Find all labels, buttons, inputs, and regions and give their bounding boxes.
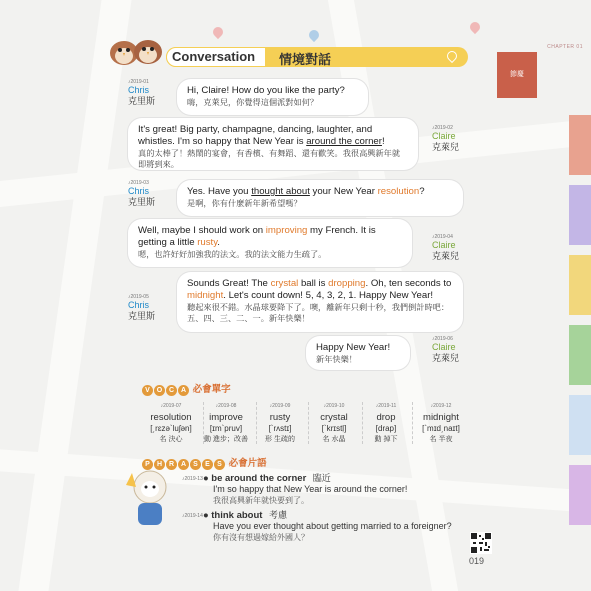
section-title-en: Conversation — [172, 49, 256, 64]
audio-ref[interactable]: ♪2019-09 — [269, 403, 291, 409]
vocab-meaning: 掉下 — [383, 436, 398, 443]
vocab-pos: 動 — [374, 436, 382, 443]
speaker-name-en: Chris — [128, 186, 150, 196]
voca-letter: A — [178, 385, 189, 396]
phrase-meaning: 考慮 — [268, 510, 287, 520]
phrase-item: ● think about 考慮 Have you ever thought about getting married to a foreigner? 你有沒有想過嫁給外國人？ — [203, 510, 452, 542]
phrase-example-en: Have you ever thought about getting married to a foreigner? — [213, 521, 452, 531]
vocab-phonetic: [`mɪd͵naɪt] — [422, 424, 460, 433]
dialogue-vocab: improving — [265, 225, 308, 236]
dialogue-bubble — [128, 118, 418, 170]
dialogue-zh: 嗯，也許好好加強我的法文。我的法文能力生疏了。 — [138, 250, 327, 259]
dialogue-bubble — [177, 79, 368, 115]
dialogue-en-end: . Let's count down! 5, 4, 3, 2, 1. Happy New Year! — [223, 290, 434, 301]
audio-ref[interactable]: ♪2019-05 — [128, 294, 149, 300]
voca-letter: O — [154, 385, 165, 396]
dialogue-en: Well, maybe I should work on — [138, 225, 266, 236]
dialogue-en-mid: . Oh, ten seconds to — [365, 278, 452, 289]
audio-ref[interactable]: ♪2019-12 — [430, 403, 452, 409]
phrases-letter: P — [142, 459, 153, 470]
vocab-meaning: 水晶 — [331, 436, 346, 443]
dialogue-en-end: ! — [381, 136, 385, 147]
audio-ref[interactable]: ♪2019-02 — [432, 125, 453, 131]
map-street — [18, 0, 131, 591]
dialogue-bubble — [306, 336, 410, 370]
chapter-tab[interactable] — [569, 465, 591, 525]
phrases-letter: A — [178, 459, 189, 470]
speaker-chris — [128, 180, 155, 208]
speaker-name-zh: 克里斯 — [128, 96, 156, 106]
dialogue-zh: 聽起來很不錯。水晶球要降下了。噢，離新年只剩十秒，我們倒計時吧：五、四、三、二、一。新年快樂！ — [187, 303, 450, 323]
audio-ref[interactable]: ♪2019-07 — [160, 403, 182, 409]
chapter-tab-active[interactable]: 節慶 — [497, 52, 537, 98]
speaker-name-zh: 克里斯 — [128, 311, 156, 321]
vocab-word: midnight — [423, 412, 459, 423]
speaker-chris — [128, 79, 155, 107]
chapter-tab[interactable] — [569, 395, 591, 455]
voca-letter: C — [166, 385, 177, 396]
speaker-chris — [128, 294, 155, 322]
dialogue-vocab: crystal — [270, 278, 299, 289]
vocab-meaning: 進步；改善 — [212, 436, 248, 443]
phrase-example-zh: 我很高興新年就快要到了。 — [213, 496, 309, 505]
dialogue-en: Hi, Claire! How do you like the party? — [187, 85, 345, 96]
vocab-phonetic: [͵rɛzə`luʃən] — [150, 424, 192, 433]
page-number: 019 — [469, 556, 485, 566]
birds-illustration — [106, 33, 168, 67]
voca-title — [142, 381, 231, 396]
speaker-name-zh: 克萊兒 — [432, 353, 460, 363]
dialogue-en: It's great! Big party, champagne, dancing, laughter, and whistles. I'm so happy that New Year is — [138, 124, 373, 147]
section-title-zh: 情境對話 — [279, 52, 332, 67]
phrase-example-en: I'm so happy that New Year is around the corner! — [213, 484, 408, 494]
dialogue-bubble — [128, 219, 412, 267]
vocab-phonetic: [drap] — [375, 424, 397, 433]
vocab-pos: 名 — [159, 436, 167, 443]
vocab-phonetic: [`krɪstḷ] — [321, 424, 347, 433]
qr-code-icon[interactable] — [470, 532, 492, 554]
chapter-tab[interactable] — [569, 115, 591, 175]
audio-ref[interactable]: ♪2019-11 — [375, 403, 397, 409]
speaker-name-en: Claire — [432, 131, 456, 141]
dialogue-en: Sounds Great! The — [187, 278, 271, 289]
map-pin-icon — [307, 28, 321, 42]
phrases-letter: E — [202, 459, 213, 470]
vocab-meaning: 生疏的 — [273, 436, 295, 443]
vocab-meaning: 決心 — [168, 436, 183, 443]
speaker-name-zh: 克萊兒 — [432, 142, 460, 152]
dialogue-zh: 新年快樂！ — [316, 355, 357, 364]
speaker-name-en: Chris — [128, 85, 150, 95]
vocab-pos: 名 — [322, 436, 330, 443]
speaker-claire — [432, 336, 459, 364]
phrases-letter: H — [154, 459, 165, 470]
dialogue-phrase: thought about — [251, 186, 310, 197]
dialogue-en-mid: your New Year — [309, 186, 378, 197]
vocab-pos: 形 — [265, 436, 273, 443]
audio-ref[interactable]: ♪2019-08 — [215, 403, 237, 409]
audio-ref[interactable]: ♪2019-10 — [323, 403, 345, 409]
dialogue-en-mid: my French. It is getting a little — [138, 225, 376, 248]
vocab-item — [405, 401, 477, 445]
dialogue-vocab: midnight — [187, 290, 224, 301]
dialogue-en: Yes. Have you — [187, 186, 252, 197]
map-pin-icon — [468, 20, 482, 34]
vocab-pos: 動 — [204, 436, 212, 443]
vocab-word: crystal — [320, 412, 348, 423]
map-pin-icon — [211, 25, 225, 39]
speaker-claire — [432, 125, 459, 153]
phrase-item: ● be around the corner 臨近 I'm so happy that New Year is around the corner! 我很高興新年就快要到了。 — [203, 473, 408, 505]
vocab-word: rusty — [269, 412, 291, 423]
audio-ref[interactable]: ♪2019-03 — [128, 180, 149, 186]
phrase-text: be around the corner — [211, 473, 307, 484]
audio-ref[interactable]: ♪2019-14 — [182, 513, 203, 519]
vocab-word: resolution — [150, 412, 192, 423]
audio-ref[interactable]: ♪2019-06 — [432, 336, 453, 342]
phrase-text: think about — [211, 510, 263, 521]
vocab-meaning: 半夜 — [438, 436, 453, 443]
dialogue-bubble — [177, 272, 463, 332]
dialogue-vocab: rusty — [197, 237, 218, 248]
dialogue-en-end: . — [217, 237, 220, 248]
dialogue-en-mid: ball is — [298, 278, 329, 289]
dialogue-bubble — [177, 180, 463, 216]
speaker-claire — [432, 234, 459, 262]
phrase-meaning: 臨近 — [312, 473, 331, 483]
phrases-letter: R — [166, 459, 177, 470]
vocab-phonetic: [`rʌstɪ] — [268, 424, 292, 433]
dialogue-vocab: dropping — [328, 278, 366, 289]
audio-ref[interactable]: ♪2019-01 — [128, 79, 149, 85]
chapter-label: CHAPTER 01 — [547, 44, 583, 50]
vocab-phonetic: [ɪm`pruv] — [209, 424, 243, 433]
chapter-tab[interactable] — [569, 255, 591, 315]
phrase-example-zh: 你有沒有想過嫁給外國人？ — [213, 533, 309, 542]
dialogue-en: Happy New Year! — [316, 342, 391, 353]
audio-ref[interactable]: ♪2019-04 — [432, 234, 453, 240]
vocab-pos: 名 — [429, 436, 437, 443]
vocab-word: drop — [376, 412, 396, 423]
speaker-name-zh: 克里斯 — [128, 197, 156, 207]
speaker-name-en: Claire — [432, 240, 456, 250]
chapter-tab[interactable] — [569, 185, 591, 245]
dialogue-zh: 嗨，克萊兒，你覺得這個派對如何？ — [187, 98, 319, 107]
voca-title-text: 必會單字 — [192, 384, 231, 395]
speaker-name-en: Claire — [432, 342, 456, 352]
dialogue-zh: 真的太棒了！熱鬧的宴會，有香檳、有舞蹈、還有歡笑。我很高興新年就即將到來。 — [138, 149, 401, 169]
dialogue-vocab: resolution — [377, 186, 420, 197]
phrases-letter: S — [190, 459, 201, 470]
chapter-tab[interactable] — [569, 325, 591, 385]
audio-ref[interactable]: ♪2019-13 — [182, 476, 203, 482]
dialogue-zh: 是啊，你有什麼新年新希望嗎？ — [187, 199, 302, 208]
dialogue-en-end: ? — [419, 186, 425, 197]
dialogue-phrase: around the corner — [306, 136, 382, 147]
vocab-word: improve — [209, 412, 243, 423]
phrases-letter: S — [214, 459, 225, 470]
speaker-name-en: Chris — [128, 300, 150, 310]
phrases-title-text: 必會片語 — [228, 458, 267, 469]
sheep-illustration — [120, 465, 176, 531]
speaker-name-zh: 克萊兒 — [432, 251, 460, 261]
voca-letter: V — [142, 385, 153, 396]
